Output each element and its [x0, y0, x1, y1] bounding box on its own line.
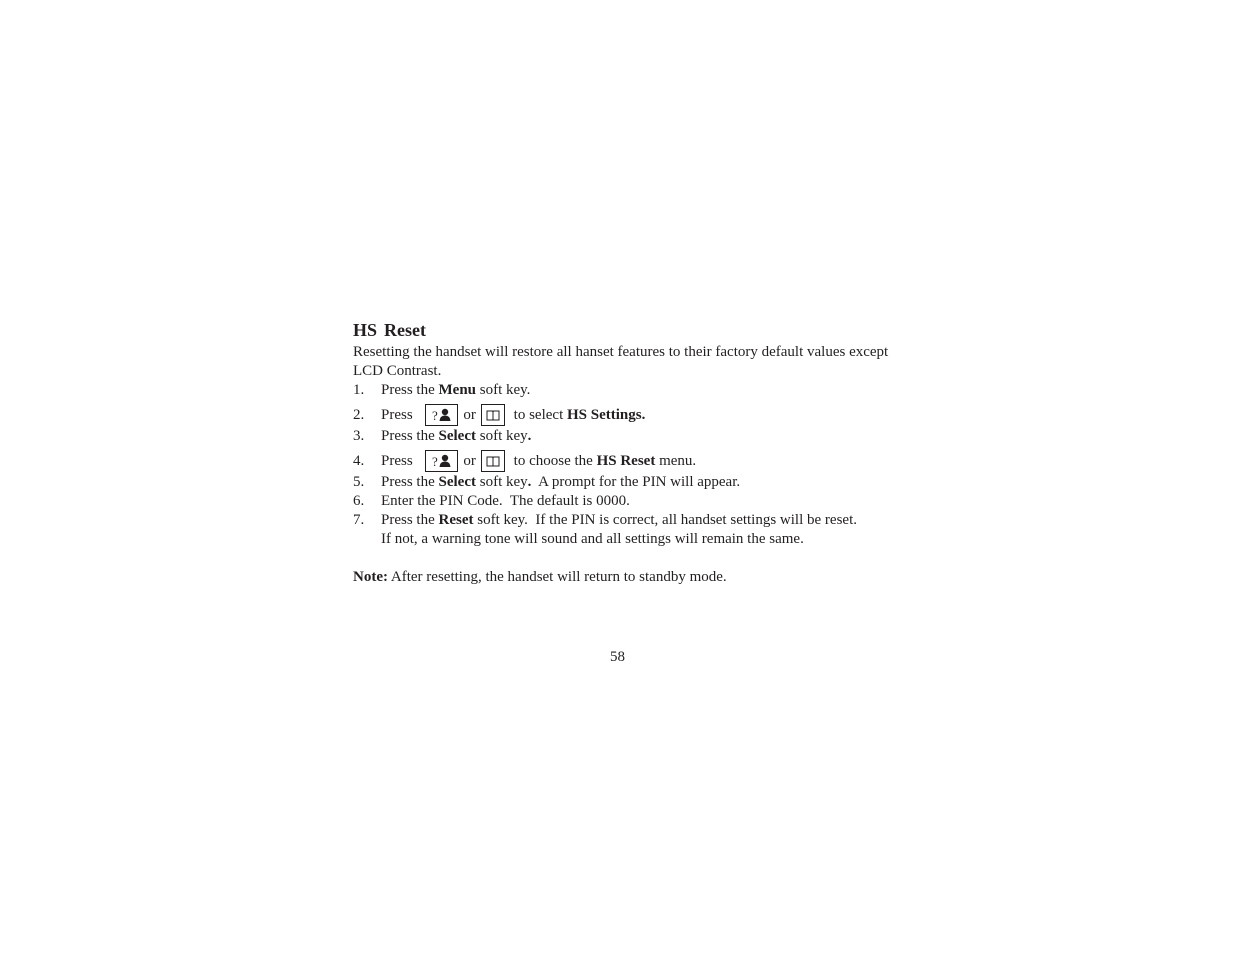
- page-number: 58: [610, 649, 625, 665]
- step-4: 4. Press ? or to choose the HS Reset menu.: [353, 448, 893, 475]
- steps-list: [353, 381, 893, 549]
- intro-paragraph: Resetting the handset will restore all hanset features to their factory default values except LCD Contrast.: [353, 344, 889, 379]
- caller-id-icon: [425, 450, 458, 472]
- caller-id-icon: [425, 404, 458, 426]
- spacer: [353, 549, 893, 568]
- phonebook-icon: [481, 404, 505, 426]
- section-title: HS Reset: [353, 320, 426, 340]
- svg-text:?: ?: [431, 408, 438, 423]
- phonebook-icon: [481, 450, 505, 472]
- note: Note: After resetting, the handset will return to standby mode.: [353, 569, 727, 585]
- step-7: 7. Press the Reset soft key. If the PIN is correct, all handset settings will be reset. If not, a warning tone will sound and all settings will remain the same.: [353, 512, 857, 547]
- step-6: 6. Enter the PIN Code. The default is 0000.: [353, 493, 630, 509]
- step-3: 3. Press the Select soft key.: [353, 428, 532, 444]
- svg-text:?: ?: [431, 454, 438, 469]
- step-1: 1. Press the Menu soft key.: [353, 382, 531, 398]
- manual-page: [353, 319, 893, 587]
- step-5: 5. Press the Select soft key. A prompt for the PIN will appear.: [353, 474, 741, 490]
- step-2: 2. Press ? or to select HS Settings.: [353, 402, 893, 429]
